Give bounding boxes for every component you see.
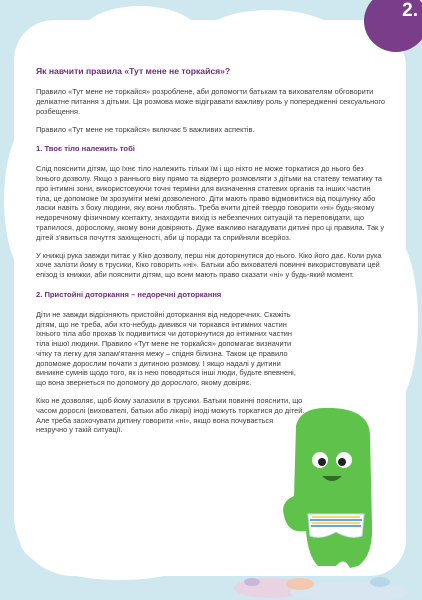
page-title: Як навчити правила «Тут мене не торкайся»? (36, 66, 231, 76)
page-number: 2. (402, 0, 418, 21)
intro-paragraph: Правило «Тут мене не торкайся» включає 5 важливих аспектів. (36, 124, 255, 134)
cloud-bump (200, 10, 340, 66)
kiko-mascot (278, 406, 388, 578)
section-heading: 2. Пристойні доторкання – недоречні доторкання (36, 289, 222, 299)
section-paragraph: Кіко не дозволяє, щоб йому залазили в трусики. Батьки повинні пояснити, що часом дорослі (вихователі, батьки або лікарі) іноді можуть торкатися до дітей. Але треба заохочувати дитину говорити «ні», якщо вона почувається незручно у такій ситуації. (36, 395, 305, 435)
section-paragraph: У книжці рука завжди питає у Кіко дозволу, перш ніж доторкнутися до нього. Кіко його дає. Коли рука хоче залізти йому в трусики, Кіко говорить «ні». Батьки або вихователі повинні використовувати цей епізод із книжки, аби пояснити дітям, що вони мають право сказати «ні» у будь-який момент. (36, 250, 382, 280)
cloud-bump (80, 6, 200, 66)
section-paragraph: Діти не завжди відрізняють пристойні доторкання від недоречних. Скажіть дітям, що не треба, аби хто-небудь дивився чи торкався інтимних частин їхнього тіла або прохав їх подивитися чи доторкнутися до інтимних частин тіла іншої людини. Правило «Тут мене не торкайся» допомагає визначити чітку та легку для запам'ятання межу – спідня білизна. Також це правило допоможе дорослим почати з дитиною розмову. І якщо надалі у дитини виникне сумнів щодо того, як із нею поводяться інші люди, будьте впевнені, що вона звернеться по допомогу до дорослого, якому довіряє. (36, 309, 296, 388)
cloud-bump (20, 500, 220, 580)
section-paragraph: Слід пояснити дітям, що їхнє тіло належить тільки їм і що ніхто не може торкатися до нього без їхнього дозволу. Якщо з раннього віку прямо та відверто розмовляти з дітьми на статеву тематику та про інтимні зони, використовуючи точні терміни для визначення статевих органів та інших частин тіла, це допоможе їм зрозуміти межі дозволеного. Діти мають право відмовитися від поцілунку або ласки навіть з боку людини, яку вони люблять. Треба вчити дітей твердо говорити «ні» будь-якому недоречному фізичному контакту, знаходити вихід із небезпечних ситуацій та переповідати, що трапилося, дорослому, якому вони довіряють. Дуже важливо нагадувати дитині про ці правила. Так у дітей з'явиться почуття захищеності, аби ці поради та сприйняли всерйоз. (36, 164, 385, 242)
section-heading: 1. Твоє тіло належить тобі (36, 144, 135, 154)
document-body (36, 66, 388, 443)
intro-paragraph: Правило «Тут мене не торкайся» розроблене, аби допомогти батькам та вихователям обговорити делікатне питання з дітьми. Ця розмова може відігравати важливу роль у попередженні сексуального розбещення. (36, 87, 385, 116)
